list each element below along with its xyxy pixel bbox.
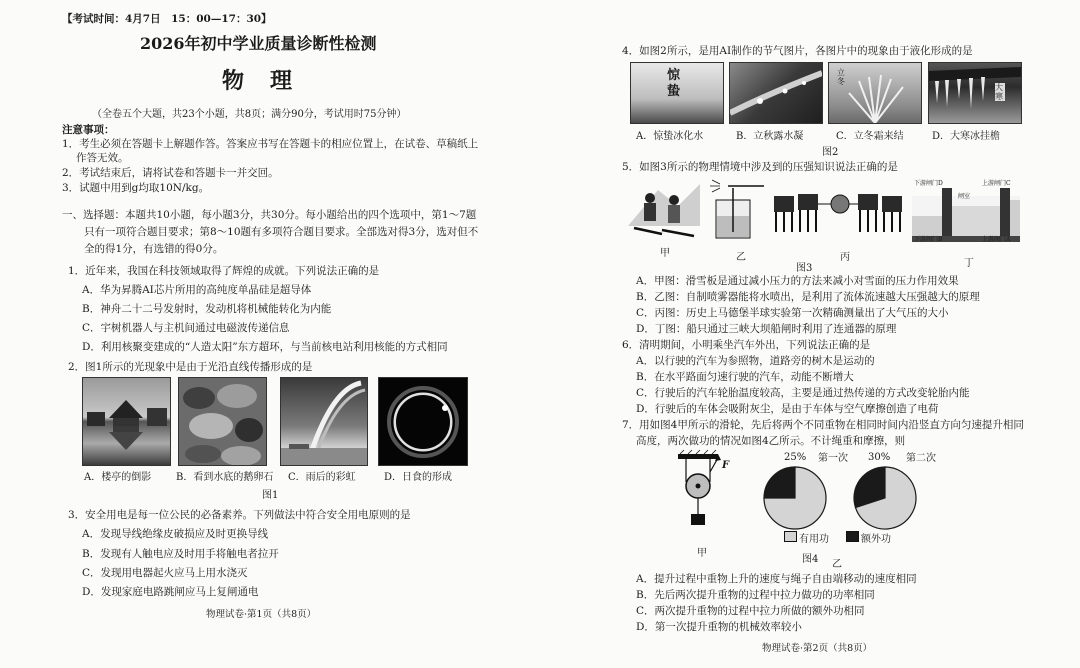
q4-caption-b: B．立秋露水凝 xyxy=(736,131,804,142)
exam-page-2 xyxy=(540,0,1080,668)
q5-option-c: C．丙图：历史上马德堡半球实验第一次精确测量出了大气压的大小 xyxy=(636,307,949,319)
q7-option-a: A．提升过程中重物上升的速度与绳子自由端移动的速度相同 xyxy=(636,573,917,585)
footer-page-1: 物理试卷·第1页（共8页） xyxy=(206,609,317,620)
lidong-text: 立冬 xyxy=(837,68,845,86)
q4-caption-c: C．立冬霜来结 xyxy=(836,131,904,142)
q1-stem: 1．近年来，我国在科技领域取得了辉煌的成就。下列说法正确的是 xyxy=(68,265,380,277)
exam-title: 2026年初中学业质量诊断性检测 xyxy=(140,34,377,53)
q2-caption-b: B．看到水底的鹅卵石 xyxy=(176,472,274,483)
notice-line-1: 1．考生必须在答题卡上解题作答。答案应书写在答题卡的相应位置上，在试卷、草稿纸上 xyxy=(62,138,479,150)
q1-option-a: A．华为昇腾AI芯片所用的高纯度单晶硅是超导体 xyxy=(82,284,312,296)
fig3-yi-sprayer xyxy=(708,178,768,244)
q2-caption-c: C．雨后的彩虹 xyxy=(288,472,356,483)
q7-option-b: B．先后两次提升重物的过程中拉力做功的功率相同 xyxy=(636,589,875,601)
notice-line-4: 3．试题中用到g均取10N/kg。 xyxy=(62,182,210,194)
fig3-bing-horses xyxy=(772,182,908,244)
q6-option-a: A．以行驶的汽车为参照物，道路旁的树木是运动的 xyxy=(636,355,875,367)
fig3-jia-skiers xyxy=(628,176,700,242)
q6-option-d: D．行驶后的车体会吸附灰尘，是由于车体与空气摩擦创造了电荷 xyxy=(636,403,939,415)
q4-caption-d: D．大寒冰挂檐 xyxy=(932,131,1001,142)
q4-photo-lidong xyxy=(828,62,922,124)
eclipse-drawing xyxy=(379,378,467,465)
q7-option-c: C．两次提升重物的过程中拉力所做的额外功相同 xyxy=(636,605,865,617)
lock-label-a: 上游阀门A xyxy=(982,236,1011,243)
pie-chart-first xyxy=(762,465,828,531)
q3-option-d: D．发现家庭电路跳闸应马上复闸通电 xyxy=(82,586,259,598)
pie1-annotation: 25% xyxy=(784,452,807,463)
fig3-label-jia: 甲 xyxy=(660,248,670,259)
dahan-text: 大寒 xyxy=(995,83,1003,101)
q5-stem: 5．如图3所示的物理情境中涉及到的压强知识说法正确的是 xyxy=(622,161,898,173)
force-label-f: F xyxy=(722,460,730,471)
figure-4-label: 图4 xyxy=(802,554,819,565)
section1-line-2: 只有一项符合题目要求；第8～10题有多项符合题目要求。全部选对得3分，选对但不 xyxy=(84,226,479,238)
q2-photo-eclipse xyxy=(378,377,468,466)
pavilion-drawing xyxy=(83,378,170,465)
q3-option-c: C．发现用电器起火应马上用水浇灭 xyxy=(82,567,248,579)
icicle-eaves-drawing xyxy=(929,63,1021,123)
subject-title: 物 理 xyxy=(222,68,295,94)
q2-photo-pebbles xyxy=(178,377,267,466)
jingzhe-text-1: 惊 xyxy=(667,68,681,83)
fig4-label-yi: 乙 xyxy=(832,559,842,570)
footer-page-2: 物理试卷·第2页（共8页） xyxy=(762,643,873,654)
figure-3-label: 图3 xyxy=(796,263,813,274)
fig3-label-ding: 丁 xyxy=(964,258,974,269)
q2-caption-d: D．日食的形成 xyxy=(384,472,453,483)
pie2-annotation: 30% xyxy=(868,452,891,463)
exam-time: 【考试时间：4月7日 15：00—17：30】 xyxy=(62,13,272,25)
lock-label-c: 上游闸门C xyxy=(982,180,1011,187)
q5-option-a: A．甲图：滑雪板是通过减小压力的方法来减小对雪面的压力作用效果 xyxy=(636,275,959,287)
frost-grass-drawing xyxy=(829,63,921,123)
notice-line-2: 作答无效。 xyxy=(76,152,129,164)
q7-option-d: D．第一次提升重物的机械效率较小 xyxy=(636,621,802,633)
q5-option-b: B．乙图：自制喷雾器能将水喷出，是利用了流体流速越大压强越大的原理 xyxy=(636,291,980,303)
q1-option-d: D．利用核聚变建成的“人造太阳”东方超环，与当前核电站利用核能的方式相同 xyxy=(82,341,448,353)
q4-photo-dahan xyxy=(928,62,1022,124)
fig4-label-jia: 甲 xyxy=(697,548,707,559)
pie2-title: 第二次 xyxy=(906,453,936,464)
notice-line-3: 2．考试结束后，请将试卷和答题卡一并交回。 xyxy=(62,167,279,179)
q7-stem-line-1: 7．用如图4甲所示的滑轮，先后将两个不同重物在相同时间内沿竖直方向匀速提升相同 xyxy=(622,419,1024,431)
exam-summary: （全卷五个大题，共23个小题，共8页；满分90分，考试用时75分钟） xyxy=(92,109,407,120)
q4-photo-liqiu xyxy=(729,62,823,124)
q7-stem-line-2: 高度，两次做功的情况如图4乙所示。不计绳重和摩擦，则 xyxy=(636,435,906,447)
q3-option-a: A．发现导线绝缘皮破损应及时更换导线 xyxy=(82,528,269,540)
q2-caption-a: A．楼亭的倒影 xyxy=(84,472,152,483)
q6-option-c: C．行驶后的汽车轮胎温度较高，主要是通过热传递的方式改变轮胎内能 xyxy=(636,387,970,399)
lock-label-d: 下游闸门D xyxy=(914,180,943,187)
q2-stem: 2．图1所示的光现象中是由于光沿直线传播形成的是 xyxy=(68,361,313,373)
legend-extra-label: 额外功 xyxy=(861,534,891,545)
rainbow-drawing xyxy=(281,378,367,465)
q1-option-b: B．神舟二十二号发射时，发动机将机械能转化为内能 xyxy=(82,303,332,315)
legend-useful-label: 有用功 xyxy=(799,534,829,545)
q2-photo-rainbow xyxy=(280,377,368,466)
dew-leaf-drawing xyxy=(730,63,822,123)
lock-label-b: 下游阀门B xyxy=(914,236,943,243)
pie1-title: 第一次 xyxy=(818,453,848,464)
pie-chart-second xyxy=(852,465,918,531)
pie-slice-extra-work xyxy=(764,467,795,498)
fig3-label-bing: 丙 xyxy=(840,252,850,263)
fig3-label-yi: 乙 xyxy=(736,252,746,263)
legend-swatch-extra xyxy=(846,531,859,542)
q6-stem: 6．清明期间，小明乘坐汽车外出，下列说法正确的是 xyxy=(622,339,871,351)
q4-stem: 4．如图2所示，是用AI制作的节气图片，各图片中的现象由于液化形成的是 xyxy=(622,45,973,57)
q5-option-d: D．丁图：船只通过三峡大坝船闸时利用了连通器的原理 xyxy=(636,323,897,335)
notice-title: 注意事项： xyxy=(62,124,115,136)
q3-stem: 3．安全用电是每一位公民的必备素养。下列做法中符合安全用电原则的是 xyxy=(68,509,411,521)
q4-photo-jingzhe xyxy=(630,62,724,124)
q4-caption-a: A．惊蛰冰化水 xyxy=(636,131,704,142)
legend-swatch-useful xyxy=(784,531,797,542)
figure-2-label: 图2 xyxy=(822,147,839,158)
q6-option-b: B．在水平路面匀速行驶的汽车，动能不断增大 xyxy=(636,371,854,383)
q3-option-b: B．发现有人触电应及时用手将触电者拉开 xyxy=(82,548,279,560)
q1-option-c: C．宇树机器人与主机间通过电磁波传递信息 xyxy=(82,322,290,334)
lock-label-chamber: 闸室 xyxy=(958,193,971,200)
jingzhe-text-2: 蛰 xyxy=(667,84,681,99)
pebbles-drawing xyxy=(179,378,266,465)
section1-line-3: 全的得1分，有选错的得0分。 xyxy=(84,243,224,255)
figure-1-label: 图1 xyxy=(262,490,279,501)
q2-photo-pavilion-reflection xyxy=(82,377,171,466)
section1-line-1: 一、选择题：本题共10小题，每小题3分，共30分。每小题给出的四个选项中，第1～7题 xyxy=(62,209,477,221)
